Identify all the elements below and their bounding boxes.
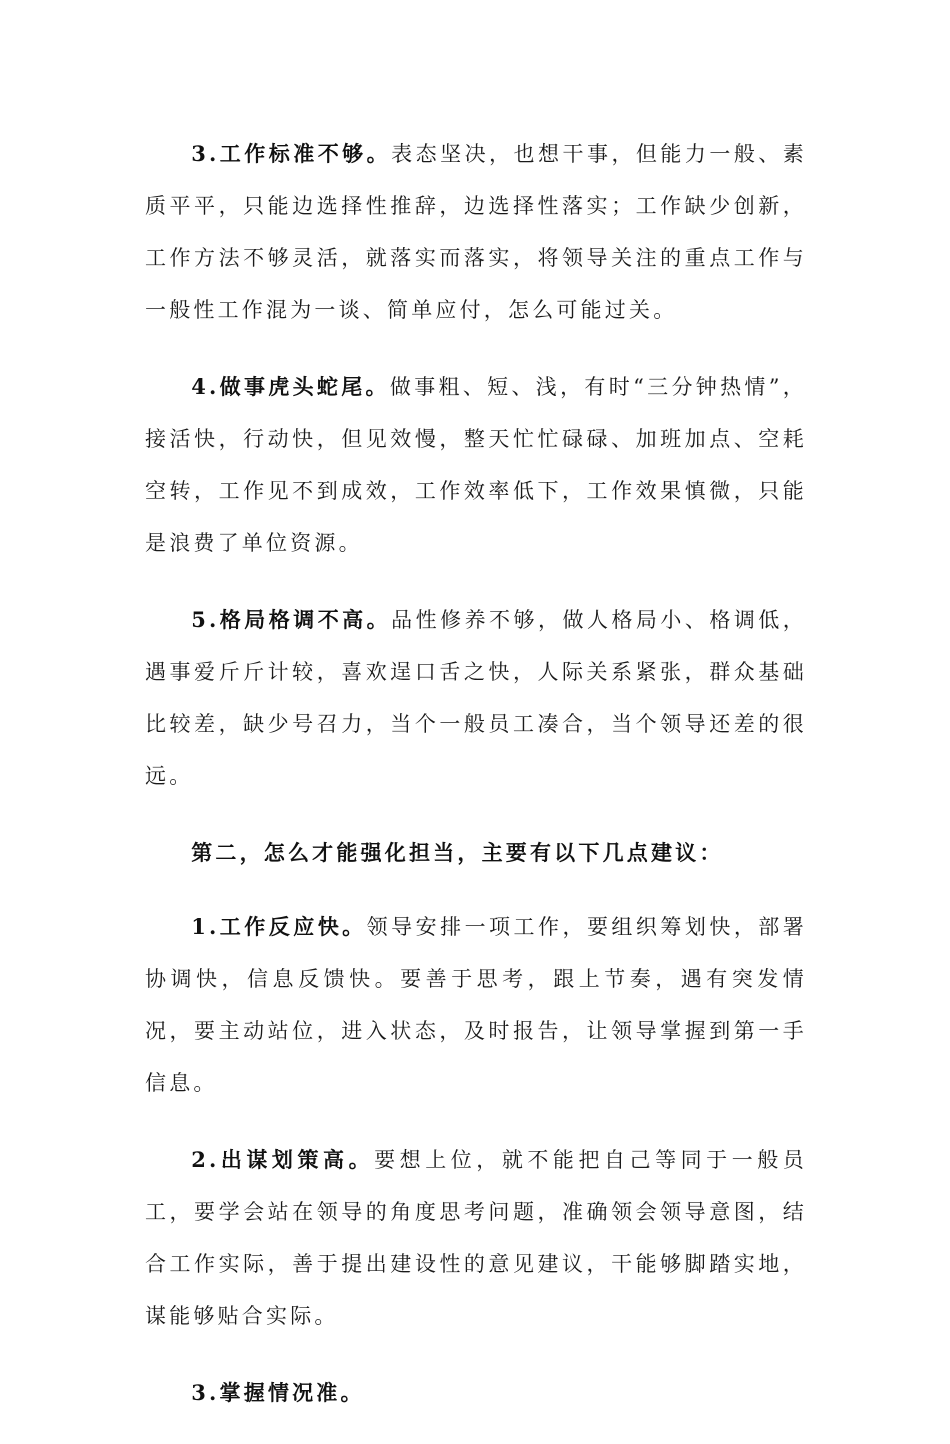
document-body <box>145 128 807 1444</box>
paragraph-advice <box>145 1134 807 1342</box>
paragraph-heading: 2.出谋划策高。 <box>191 1147 375 1172</box>
paragraph-quick-response <box>145 901 807 1109</box>
paragraph-text: 品性修养不够，做人格局小、格调低，遇事爱斤斤计较，喜欢逞口舌之快，人际关系紧张，群众基础比较差，缺少号召力，当个一般员工凑合，当个领导还差的很远。 <box>145 608 807 788</box>
paragraph-work-standard <box>145 128 807 336</box>
paragraph-pattern <box>145 594 807 802</box>
paragraph-text: 领导安排一项工作，要组织筹划快，部署协调快，信息反馈快。要善于思考，跟上节奏，遇有突发情况，要主动站位，进入状态，及时报告，让领导掌握到第一手信息。 <box>145 915 807 1095</box>
paragraph-heading: 1.工作反应快。 <box>191 914 367 939</box>
paragraph-heading: 3.工作标准不够。 <box>191 141 392 166</box>
section-heading: 第二，怎么才能强化担当，主要有以下几点建议： <box>191 840 724 865</box>
paragraph-text: 表态坚决，也想干事，但能力一般、素质平平，只能边选择性推辞，边选择性落实；工作缺少创新，工作方法不够灵活，就落实而落实，将领导关注的重点工作与一般性工作混为一谈、简单应付，怎么可能过关。 <box>145 142 807 322</box>
section-heading-second <box>145 827 807 879</box>
paragraph-heading: 4.做事虎头蛇尾。 <box>191 374 390 399</box>
paragraph-text: 做事粗、短、浅，有时“三分钟热情”，接活快，行动快，但见效慢，整天忙忙碌碌、加班加点、空耗空转，工作见不到成效，工作效率低下，工作效果慎微，只能是浪费了单位资源。 <box>145 375 807 555</box>
paragraph-grasp-situation <box>145 1367 807 1419</box>
paragraph-heading: 3.掌握情况准。 <box>191 1380 365 1405</box>
paragraph-text: 要想上位，就不能把自己等同于一般员工，要学会站在领导的角度思考问题，准确领会领导意图，结合工作实际，善于提出建设性的意见建议，干能够脚踏实地，谋能够贴合实际。 <box>145 1148 807 1328</box>
paragraph-heading: 5.格局格调不高。 <box>191 607 392 632</box>
paragraph-tiger-head <box>145 361 807 569</box>
